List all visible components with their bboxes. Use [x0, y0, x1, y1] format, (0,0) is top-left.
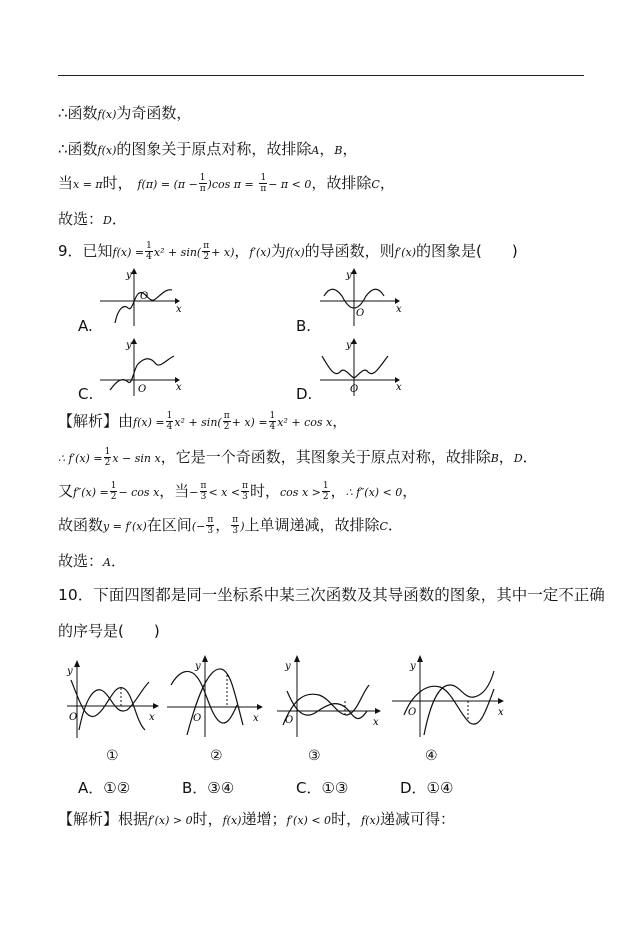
- math: f′(x): [394, 246, 416, 259]
- math: f(x): [361, 814, 380, 827]
- text: 为: [270, 242, 286, 260]
- text: 上单调递减，故排除: [244, 516, 380, 534]
- math: A: [311, 144, 320, 157]
- caption-3: ③: [308, 748, 321, 764]
- math: cos x >: [280, 486, 321, 499]
- fraction: $\frac{1}{2}$: [104, 447, 111, 468]
- math: − π < 0: [268, 178, 312, 191]
- math: x² + cos x: [277, 416, 333, 429]
- answer-option-d: D．①④: [400, 779, 454, 797]
- option-label-c: C.: [78, 385, 94, 403]
- q9-graph-a: [100, 268, 190, 328]
- math: −: [189, 486, 199, 499]
- axis-x-label: x: [373, 717, 379, 728]
- text: 时，: [250, 482, 281, 500]
- math: D: [513, 452, 523, 465]
- fraction: $\frac{\pi}{3}$: [207, 515, 214, 536]
- text: 时，: [331, 810, 362, 828]
- question-10-line-2: 的序号是( ): [58, 622, 160, 640]
- math: f(π) = (π −: [137, 178, 198, 191]
- math: + x) =: [231, 416, 268, 429]
- text: ∴函数: [58, 104, 98, 122]
- fraction: $\frac{1}{4}$: [146, 241, 152, 262]
- fraction: $\frac{1}{4}$: [166, 411, 173, 432]
- text-line-symmetry: ∴函数f(x)的图象关于原点对称，故排除A，B，: [58, 140, 358, 158]
- answer-option-a: A．①②: [78, 779, 131, 797]
- text: 故选：: [58, 552, 104, 570]
- axis-y-label: y: [67, 666, 73, 677]
- q9-graph-d: [320, 338, 410, 398]
- question-10-line-1: 10．下面四图都是同一坐标系中某三次函数及其导函数的图象，其中一定不正确: [58, 586, 605, 604]
- math: x² + sin(: [153, 246, 202, 259]
- math: (−: [191, 520, 206, 533]
- math: f′(x): [249, 246, 271, 259]
- text: 的图象关于原点对称，故排除: [116, 140, 312, 158]
- text-line-x-pi: 当x = π时， f(π) = (π − $\frac{1}{\pi}$ )cos π = $\frac{1}{\pi}$ − π < 0，故排除C，: [58, 173, 395, 194]
- text: ，: [342, 140, 358, 158]
- text: 时，: [192, 810, 223, 828]
- axis-x-label: x: [396, 304, 402, 315]
- option-label-b: B.: [296, 317, 312, 335]
- math: f(x): [222, 814, 242, 827]
- fraction: $\frac{\pi}{3}$: [200, 481, 207, 502]
- text: ，: [234, 242, 250, 260]
- text: ，当: [159, 482, 190, 500]
- math: f(x) =: [133, 416, 165, 429]
- text: ，: [332, 412, 348, 430]
- q9-graph-b: [320, 268, 410, 328]
- text: 9．已知: [58, 242, 113, 260]
- fraction: $\frac{1}{2}$: [322, 481, 329, 502]
- caption-1: ①: [106, 748, 119, 764]
- text: 递增；: [241, 810, 287, 828]
- solution-9-line-1: [58, 410, 347, 434]
- text: 递减可得：: [379, 810, 455, 828]
- math: f′(x) < 0: [286, 814, 332, 827]
- answer-option-b: B．③④: [182, 779, 235, 797]
- math: f(x): [97, 144, 117, 157]
- text: ∴函数: [58, 140, 98, 158]
- solution-9-line-5: 故选：A．: [58, 552, 126, 570]
- text: 在区间: [146, 516, 192, 534]
- axis-origin-label: O: [138, 384, 147, 395]
- axis-origin-label: O: [193, 713, 202, 724]
- axis-origin-label: O: [408, 707, 417, 718]
- solution-9-line-3: 又f″(x) = $\frac{1}{2}$ − cos x，当− $\frac{\pi}{3}$ < x < $\frac{\pi}{3}$ 时，cos x > $\frac{1}{2}$ ，∴ f″(x) < 0，: [58, 481, 418, 502]
- text-line-odd-function: [58, 102, 191, 126]
- text: 故选：: [58, 210, 104, 228]
- math: < x <: [208, 486, 241, 499]
- answer-option-c: C．①③: [296, 779, 349, 797]
- text: ，它是一个奇函数，其图象关于原点对称，故排除: [160, 448, 491, 466]
- fraction: $\frac{\pi}{3}$: [242, 481, 248, 502]
- math: ∴ f′(x) =: [58, 452, 103, 465]
- axis-y-label: y: [195, 661, 201, 672]
- axis-y-label: y: [126, 270, 132, 281]
- q10-graph-4: [390, 655, 510, 740]
- caption-2: ②: [210, 748, 223, 764]
- text-line-answer-d: 故选：D．: [58, 210, 127, 228]
- axis-x-label: x: [396, 382, 402, 393]
- math: f(x): [285, 246, 305, 259]
- math: − cos x: [118, 486, 160, 499]
- option-label-d: D.: [296, 385, 313, 403]
- fraction: $\frac{1}{4}$: [269, 411, 276, 432]
- math: D: [103, 214, 112, 227]
- solution-10-line-1: [58, 808, 455, 832]
- math: x² + sin(: [174, 416, 222, 429]
- axis-x-label: x: [176, 304, 182, 315]
- text: 当: [58, 174, 74, 192]
- axis-y-label: y: [126, 340, 132, 351]
- math: B: [334, 144, 343, 157]
- solution-9-line-4: 故函数y = f′(x)在区间(− $\frac{\pi}{3}$ ， $\frac{\pi}{3}$ )上单调递减，故排除C．: [58, 515, 403, 536]
- fraction: $\frac{1}{2}$: [110, 481, 117, 502]
- math: y = f′(x): [103, 520, 147, 533]
- axis-y-label: y: [285, 661, 291, 672]
- math: + x): [211, 246, 235, 259]
- text: 时，: [102, 174, 133, 192]
- question-9: [58, 240, 518, 264]
- axis-origin-label: O: [140, 291, 149, 302]
- axis-x-label: x: [176, 382, 182, 393]
- math: )cos π =: [207, 178, 254, 191]
- math: x = π: [73, 178, 103, 191]
- caption-4: ④: [425, 748, 438, 764]
- math: f″(x) =: [73, 486, 109, 499]
- text: ，故排除: [311, 174, 372, 192]
- math: A: [103, 556, 111, 569]
- text: 的导函数，则: [304, 242, 395, 260]
- math: ∴ f″(x) < 0: [345, 486, 403, 499]
- axis-origin-label: O: [285, 715, 294, 726]
- top-rule: [58, 75, 584, 76]
- text: 的图象是( ): [416, 242, 518, 260]
- solution-9-line-2: ∴ f′(x) = $\frac{1}{2}$ x − sin x，它是一个奇函数，其图象关于原点对称，故排除B，D．: [58, 447, 538, 468]
- q9-graph-c: [100, 338, 190, 398]
- fraction: $\frac{\pi}{2}$: [203, 241, 210, 262]
- text: 【解析】根据: [58, 810, 149, 828]
- axis-origin-label: O: [356, 308, 365, 319]
- text: 【解析】由: [58, 412, 134, 430]
- fraction: $\frac{\pi}{3}$: [232, 515, 239, 536]
- fraction: $\frac{1}{\pi}$: [260, 173, 267, 194]
- math: f′(x) > 0: [148, 814, 193, 827]
- fraction: $\frac{\pi}{2}$: [223, 411, 230, 432]
- axis-y-label: y: [346, 340, 352, 351]
- text: 为奇函数，: [116, 104, 192, 122]
- math: C: [379, 520, 388, 533]
- text: 又: [58, 482, 74, 500]
- math: f(x): [97, 108, 117, 121]
- math: f(x) =: [112, 246, 145, 259]
- math: ): [240, 520, 245, 533]
- math: B: [490, 452, 499, 465]
- axis-x-label: x: [149, 712, 155, 723]
- text: 故函数: [58, 516, 104, 534]
- q10-graph-3: [275, 655, 385, 740]
- q10-graph-2: [165, 655, 265, 740]
- math: x − sin x: [112, 452, 161, 465]
- q10-graph-1: [65, 660, 165, 740]
- fraction: $\frac{1}{\pi}$: [199, 173, 206, 194]
- axis-x-label: x: [253, 713, 259, 724]
- text: ，: [402, 482, 418, 500]
- math: C: [371, 178, 380, 191]
- axis-origin-label: O: [350, 384, 359, 395]
- axis-y-label: y: [410, 661, 416, 672]
- option-label-a: A.: [78, 317, 93, 335]
- axis-y-label: y: [346, 270, 352, 281]
- axis-origin-label: O: [69, 712, 78, 723]
- axis-x-label: x: [498, 707, 504, 718]
